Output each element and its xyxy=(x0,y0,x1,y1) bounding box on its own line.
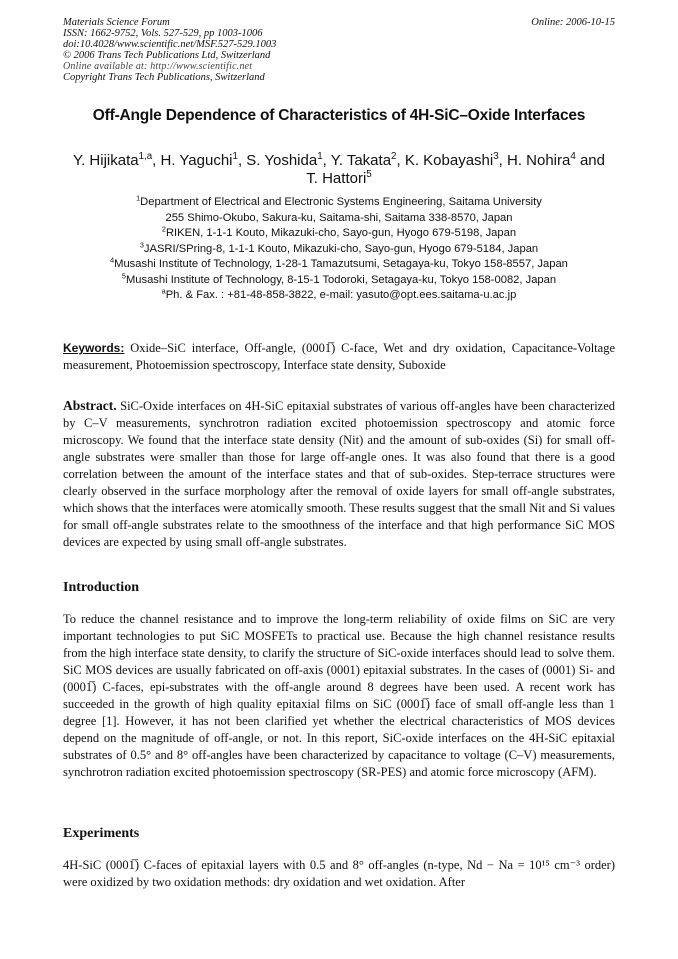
keywords-text: Oxide–SiC interface, Off-angle, (0001̅) C-face, Wet and dry oxidation, Capacitance-Voltage measurement, Photoemission spectroscopy, Interface state density, Suboxide xyxy=(63,341,615,372)
author-list: Y. Hijikata$^{1,a}$, H. Yaguchi$^1$, S. Yoshida$^1$, Y. Takata$^2$, K. Kobayashi$^3$, H. Nohira$^4$ and T. Hattori$^5$ xyxy=(73,151,605,187)
copyright-old-line: Copyright Trans Tech Publications, Switzerland xyxy=(63,72,265,83)
introduction-heading: Introduction xyxy=(63,580,139,595)
affiliation-text: JASRI/SPring-8, 1-1-1 Kouto, Mikazuki-cho, Sayo-gun, Hyogo 679-5184, Japan xyxy=(143,242,539,255)
abstract-block xyxy=(63,397,615,551)
author-sup: 2 xyxy=(391,151,397,162)
affiliation-sup: a xyxy=(161,286,166,296)
experiments-heading: Experiments xyxy=(63,826,140,841)
affiliation-text: 255 Shimo-Okubo, Sakura-ku, Saitama-shi, Saitama 338-8570, Japan xyxy=(165,211,513,224)
affiliation-text: Musashi Institute of Technology, 8-15-1 Todoroki, Setagaya-ku, Tokyo 158-0082, Japan xyxy=(125,273,557,286)
affiliation-sup: 5 xyxy=(121,270,126,280)
author-sup: 1 xyxy=(317,151,323,162)
author: K. Kobayashi xyxy=(404,152,494,169)
affiliation-text: Department of Electrical and Electronic Systems Engineering, Saitama University xyxy=(140,196,542,208)
affiliation-sup: 1 xyxy=(136,193,141,203)
introduction-paragraph xyxy=(63,611,615,781)
affiliation-line xyxy=(60,239,618,258)
author: H. Nohira xyxy=(507,152,571,169)
author: S. Yoshida xyxy=(246,152,318,169)
author: H. Yaguchi xyxy=(160,152,233,169)
affiliation-line xyxy=(60,288,618,304)
issn-line: ISSN: 1662-9752, Vols. 527-529, pp 1003-1006 xyxy=(63,28,263,39)
author: T. Hattori xyxy=(306,170,367,187)
author-sup: 4 xyxy=(570,151,576,162)
abstract-text: SiC-Oxide interfaces on 4H-SiC epitaxial substrates of various off-angles have been characterized by C–V measurements, synchrotron radiation excited photoemission spectroscopy and atomic force microscopy. We found that the interface state density (Nit) and the amount of sub-oxides (Si) for small off-angle substrates were smaller than those for large off-angle ones. It was also found that there is a good correlation between the amount of the interface states and that of sub-oxides. Step-terrace structures were clearly observed in the surface morphology after the removal of oxide layers for small off-angle substrates, which shows that the interfaces were atomically smooth. These results suggest that the small Nit and Si values for small off-angle substrates relate to the smoothness of the interface and that high performance SiC MOS devices are expected by using small off-angle substrates. xyxy=(63,399,616,549)
affiliation-line xyxy=(60,270,618,289)
keywords-block xyxy=(63,340,615,374)
online-date: Online: 2006-10-15 xyxy=(531,17,615,28)
affiliation-line xyxy=(60,195,618,211)
experiments-text: 4H-SiC (0001̅) C-faces of epitaxial layers with 0.5 and 8° off-angles (n-type, Nd − Na = 10¹⁵ cm⁻³ order) were oxidized by two oxidation methods: dry oxidation and wet oxidation. After xyxy=(63,858,615,889)
author-sup: 3 xyxy=(493,151,499,162)
copyright-line: © 2006 Trans Tech Publications Ltd, Switzerland xyxy=(63,50,271,61)
abstract-label: Abstract. xyxy=(63,398,117,413)
author: Y. Hijikata xyxy=(73,152,139,169)
author: Y. Takata xyxy=(330,152,392,169)
online-available-line: Online available at: http://www.scientific.net xyxy=(63,61,253,72)
doi-line: doi:10.4028/www.scientific.net/MSF.527-529.1003 xyxy=(63,39,277,50)
author-and: and xyxy=(579,152,605,169)
paper-title: Off-Angle Dependence of Characteristics of 4H-SiC–Oxide Interfaces xyxy=(92,107,586,124)
author-sup: 1,a xyxy=(138,151,153,162)
affiliation-text: Musashi Institute of Technology, 1-28-1 Tamazutsumi, Setagaya-ku, Tokyo 158-8557, Japan xyxy=(114,258,568,270)
affiliations xyxy=(60,195,618,304)
introduction-text: To reduce the channel resistance and to improve the long-term reliability of oxide films on SiC are very important technologies to put SiC MOSFETs to practical use. Because the high channel resistance results from the high interface state density, to clarify the structure of SiC-oxide interfaces should lead to solve them. SiC MOS devices are usually fabricated on off-axis (0001) epitaxial substrates. In the cases of (0001) Si- and (0001̅) C-faces, epi-substrates with the off-angle around 8 degrees have been used. A recent work has succeeded in the growth of high quality epitaxial films on SiC (0001̅) face of small off-angle less than 1 degree [1]. However, it has not been clarified yet whether the electrical characteristics of MOS devices depend on the magnitude of off-angle, or not. In this report, SiC-oxide interfaces on the 4H-SiC epitaxial substrates of 0.5° and 8° off-angles have been characterized by capacitance to voltage (C–V) measurements, synchrotron radiation excited photoemission spectroscopy (SR-PES) and atomic force microscopy (AFM). xyxy=(63,612,615,779)
affiliation-line xyxy=(60,211,618,227)
affiliation-sup: 4 xyxy=(110,255,115,265)
keywords-label: Keywords: xyxy=(63,341,125,355)
affiliation-text: Ph. & Fax. : +81-48-858-3822, e-mail: yasuto@opt.ees.saitama-u.ac.jp xyxy=(165,289,517,301)
affiliation-sup: 2 xyxy=(161,224,166,234)
experiments-paragraph xyxy=(63,857,615,891)
affiliation-sup: 3 xyxy=(139,239,144,249)
author-sup: 1 xyxy=(232,151,238,162)
affiliation-text: RIKEN, 1-1-1 Kouto, Mikazuki-cho, Sayo-gun, Hyogo 679-5198, Japan xyxy=(165,227,517,239)
affiliation-line xyxy=(60,257,618,273)
author-sup: 5 xyxy=(366,169,372,180)
journal-name: Materials Science Forum xyxy=(63,17,170,28)
